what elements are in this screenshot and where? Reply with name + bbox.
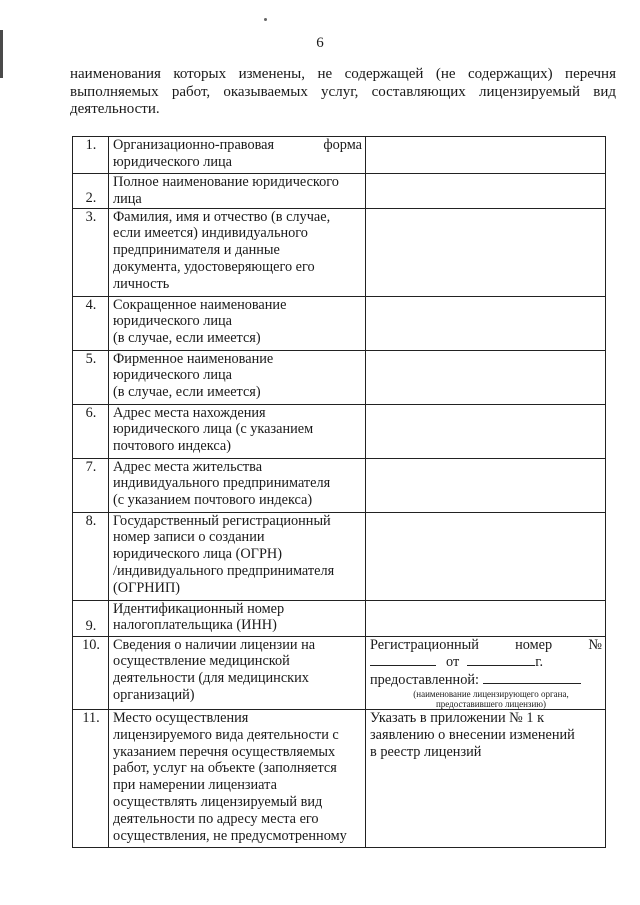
row-value-field[interactable] (366, 404, 606, 458)
row-value-field[interactable] (366, 350, 606, 404)
table-row (73, 600, 606, 636)
value-line: Указать в приложении № 1 к (370, 709, 545, 726)
label-line: (с указанием почтового индекса) (113, 492, 313, 509)
label-line: Сведения о наличии лицензии на (113, 636, 316, 653)
row-label (109, 174, 366, 209)
label-line: налогоплательщика (ИНН) (113, 617, 277, 634)
label-line: Фирменное наименование (113, 350, 274, 367)
label-line: личность (113, 275, 170, 292)
provided-label: предоставленной: (370, 672, 479, 689)
row-number: 8. (73, 512, 109, 600)
label-line: (ОГРНИП) (113, 579, 181, 596)
label-line: организаций) (113, 686, 195, 703)
authority-note: (наименование лицензирующего органа, предоставившего лицензию) (413, 688, 569, 709)
reg-number-label: Регистрационный номер № (370, 636, 602, 653)
label-line: Сокращенное наименование (113, 296, 287, 313)
intro-line: деятельности. (70, 101, 160, 117)
table-row (73, 512, 606, 600)
row-number: 6. (73, 404, 109, 458)
table-row (73, 636, 606, 709)
row-value-field[interactable] (366, 296, 606, 350)
label-line: Место осуществления (113, 709, 249, 726)
label-line: лицензируемого вида деятельности с (113, 726, 339, 743)
label-line: при намерении лицензиата (113, 777, 277, 794)
row-number: 2. (73, 174, 109, 209)
row-number: 9. (73, 600, 109, 636)
authority-blank[interactable] (483, 671, 581, 684)
label-line: номер записи о создании (113, 529, 265, 546)
label-line: осуществление медицинской (113, 653, 290, 670)
scan-speck (264, 18, 267, 21)
from-label: от (446, 654, 460, 671)
value-line: в реестр лицензий (370, 743, 482, 760)
label-line: юридического лица (с указанием (113, 421, 314, 438)
label-line: если имеется) индивидуального (113, 225, 308, 242)
label-line: (в случае, если имеется) (113, 330, 261, 347)
label-line: лица (113, 190, 142, 207)
label-line: Адрес места нахождения (113, 404, 266, 421)
row-number: 7. (73, 458, 109, 512)
label-line: Адрес места жительства (113, 458, 263, 475)
table-row (73, 296, 606, 350)
label-line: почтового индекса) (113, 438, 231, 455)
label-line: /индивидуального предпринимателя (113, 562, 335, 579)
table-row (73, 208, 606, 296)
row-label (109, 709, 366, 847)
row-label (109, 404, 366, 458)
license-form-table (72, 136, 606, 848)
table-row (73, 174, 606, 209)
row-value-field[interactable] (366, 174, 606, 209)
row-label (109, 458, 366, 512)
label-line: юридического лица (113, 153, 233, 170)
year-suffix: г. (535, 654, 544, 671)
table-row (73, 350, 606, 404)
row-number: 10. (73, 636, 109, 709)
label-line: юридического лица (ОГРН) (113, 546, 282, 563)
row-label (109, 137, 366, 174)
row-value-field[interactable] (366, 512, 606, 600)
label-line: юридического лица (113, 367, 233, 384)
row-value-field[interactable] (366, 208, 606, 296)
intro-line: наименования которых изменены, не содержащей (не содержащих) перечня (70, 66, 616, 82)
label-line: осуществления, не предусмотренному (113, 827, 347, 844)
row-number: 1. (73, 137, 109, 174)
label-line: осуществлять лицензируемый вид (113, 793, 323, 810)
row-value-field[interactable] (366, 709, 606, 847)
table-row (73, 404, 606, 458)
label-line: Фамилия, имя и отчество (в случае, (113, 208, 331, 225)
label-line: деятельности (для медицинских (113, 670, 309, 687)
label-line: Идентификационный номер (113, 600, 285, 617)
row-number: 4. (73, 296, 109, 350)
label-line: предпринимателя и данные (113, 242, 280, 259)
row-label (109, 296, 366, 350)
intro-paragraph (70, 66, 616, 119)
label-line: индивидуального предпринимателя (113, 475, 331, 492)
row-value-field[interactable] (366, 600, 606, 636)
row-label (109, 208, 366, 296)
row-value-field[interactable] (366, 636, 606, 709)
row-label (109, 512, 366, 600)
row-value-field[interactable] (366, 137, 606, 174)
label-line: Полное наименование юридического (113, 174, 339, 190)
label-line: деятельности по адресу места его (113, 810, 319, 827)
row-label (109, 350, 366, 404)
label-line: Государственный регистрационный (113, 512, 331, 529)
label-line: Организационно-правовая форма (113, 137, 362, 153)
date-blank[interactable] (467, 653, 535, 666)
value-line: заявлению о внесении изменений (370, 726, 575, 743)
table-row (73, 458, 606, 512)
label-line: юридического лица (113, 313, 233, 330)
label-line: работ, услуг на объекте (заполняется (113, 760, 337, 777)
row-number: 3. (73, 208, 109, 296)
reg-number-blank[interactable] (370, 653, 436, 666)
row-label (109, 636, 366, 709)
row-value-field[interactable] (366, 458, 606, 512)
page-number: 6 (316, 35, 324, 51)
row-label (109, 600, 366, 636)
row-number: 5. (73, 350, 109, 404)
table-row (73, 137, 606, 174)
label-line: (в случае, если имеется) (113, 384, 261, 401)
intro-line: выполняемых работ, оказываемых услуг, составляющих лицензируемый вид (70, 83, 616, 100)
row-number: 11. (73, 709, 109, 847)
table-row (73, 709, 606, 847)
label-line: указанием перечня осуществляемых (113, 743, 336, 760)
label-line: документа, удостоверяющего его (113, 258, 315, 275)
